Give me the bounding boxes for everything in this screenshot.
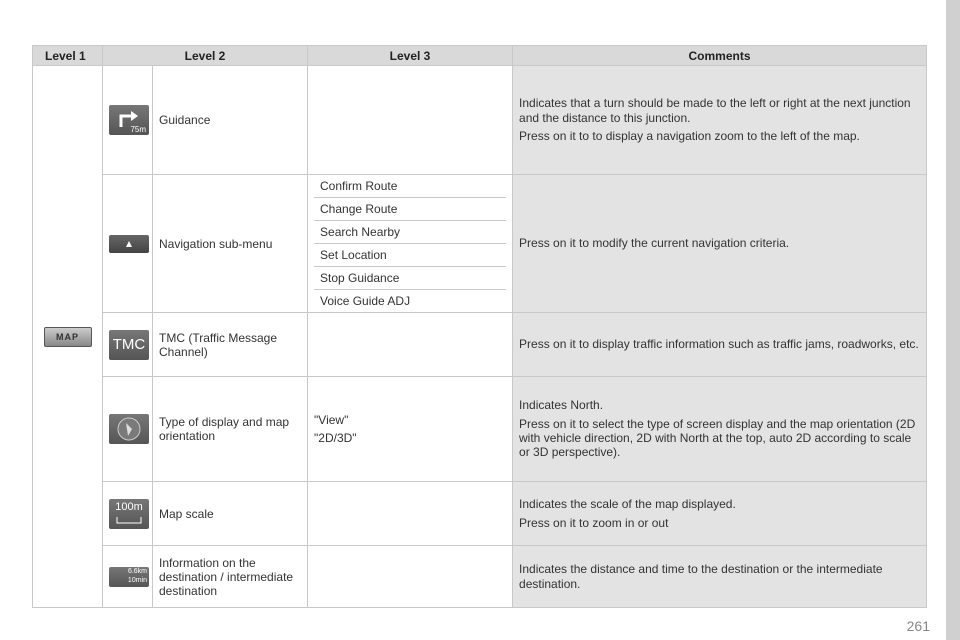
icon-cell	[103, 482, 153, 546]
comment-line: Press on it to zoom in or out	[519, 515, 669, 530]
level2-cell: Navigation sub-menu	[153, 175, 308, 313]
table-row	[33, 175, 927, 313]
level3-line: "View"	[314, 413, 349, 427]
comment-cell	[513, 546, 927, 608]
comment-line: Press on it to select the type of screen display and the map orientation (2D with vehicle direction, 2D with North at the top, auto 2D according to scale or 3D perspective).	[519, 416, 916, 460]
destination-time: 10min	[127, 576, 147, 584]
icon-cell	[103, 377, 153, 482]
comment-cell	[513, 66, 927, 175]
level3-cell	[308, 66, 513, 175]
tmc-icon-label: TMC	[112, 335, 146, 353]
comment-line: Press on it to display traffic information such as traffic jams, roadworks, etc.	[519, 337, 919, 352]
level3-line: "2D/3D"	[314, 431, 357, 445]
level3-cell	[308, 482, 513, 546]
option-confirm-route[interactable]: Confirm Route	[314, 175, 506, 198]
header-level1: Level 1	[33, 46, 103, 66]
right-edge-bar	[946, 0, 960, 640]
triangle-up-icon[interactable]	[109, 235, 149, 253]
level3-cell	[308, 377, 513, 482]
destination-distance: 6.6km	[127, 567, 147, 575]
level1-cell	[33, 66, 103, 608]
level2-cell: Guidance	[153, 66, 308, 175]
turn-right-arrow-icon[interactable]	[109, 105, 149, 135]
header-comments: Comments	[513, 46, 927, 66]
comment-cell	[513, 313, 927, 377]
table-row	[33, 377, 927, 482]
map-menu-table	[32, 45, 927, 608]
comment-line: Indicates North.	[519, 398, 604, 413]
scale-icon-label: 100m	[115, 500, 143, 513]
level2-cell: Type of display and map orientation	[153, 377, 308, 482]
guidance-distance: 75m	[130, 125, 146, 134]
header-level2: Level 2	[103, 46, 308, 66]
table-row	[33, 313, 927, 377]
comment-cell	[513, 175, 927, 313]
level2-cell: TMC (Traffic Message Channel)	[153, 313, 308, 377]
level3-cell	[308, 313, 513, 377]
icon-cell	[103, 313, 153, 377]
icon-cell	[103, 175, 153, 313]
comment-line: Indicates the distance and time to the destination or the intermediate destination.	[519, 562, 883, 591]
option-search-nearby[interactable]: Search Nearby	[314, 221, 506, 244]
icon-cell	[103, 66, 153, 175]
header-level3: Level 3	[308, 46, 513, 66]
table-row	[33, 546, 927, 608]
table-row	[33, 482, 927, 546]
level2-cell: Map scale	[153, 482, 308, 546]
map-button-icon[interactable]: MAP	[44, 327, 92, 347]
table-header-row	[33, 46, 927, 66]
comment-cell	[513, 482, 927, 546]
comment-line: Indicates the scale of the map displayed.	[519, 497, 736, 512]
level3-cell	[308, 546, 513, 608]
level2-cell: Information on the destination / intermediate destination	[153, 546, 308, 608]
icon-cell	[103, 546, 153, 608]
compass-icon[interactable]	[109, 414, 149, 444]
scale-icon[interactable]	[109, 499, 149, 529]
comment-line: Press on it to to display a navigation zoom to the left of the map.	[519, 129, 860, 144]
page-number: 261	[906, 618, 930, 634]
destination-info-icon[interactable]	[109, 567, 149, 587]
tmc-icon[interactable]	[109, 330, 149, 360]
option-voice-guide-adj[interactable]: Voice Guide ADJ	[320, 294, 411, 308]
level3-options	[308, 175, 513, 313]
comment-line: Indicates that a turn should be made to the left or right at the next junction and the distance to this junction.	[519, 96, 911, 125]
table-row	[33, 66, 927, 175]
option-change-route[interactable]: Change Route	[314, 198, 506, 221]
option-set-location[interactable]: Set Location	[314, 244, 506, 267]
comment-line: Press on it to modify the current navigation criteria.	[519, 236, 790, 251]
comment-cell	[513, 377, 927, 482]
option-stop-guidance[interactable]: Stop Guidance	[314, 267, 506, 290]
